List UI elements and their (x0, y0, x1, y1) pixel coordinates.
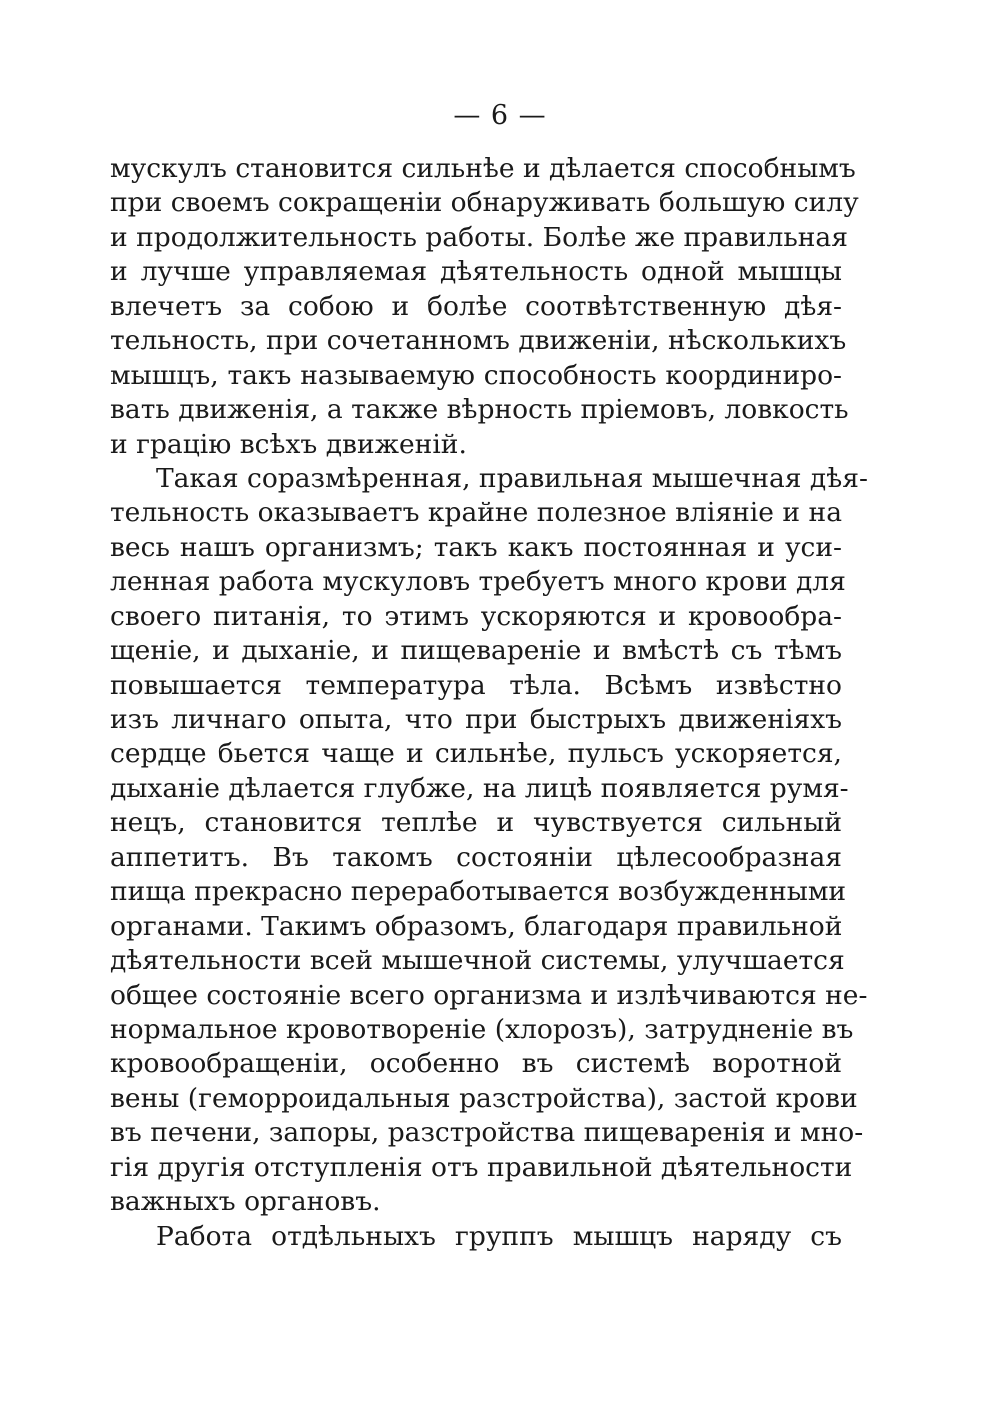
text-line: общее состояніе всего организма и излѣчиваются не- (110, 979, 868, 1011)
text-line: нормальное кровотвореніе (хлорозъ), затрудненіе въ (110, 1013, 854, 1045)
text-line: повышается температура тѣла. Всѣмъ извѣстно (110, 669, 842, 701)
text-line: Работа отдѣльныхъ группъ мышцъ наряду съ (156, 1220, 842, 1252)
text-line: тельность, при сочетанномъ движеніи, нѣсколькихъ (110, 325, 847, 357)
text-line: тельность оказываетъ крайне полезное вліяніе и на (110, 497, 842, 529)
text-line: при своемъ сокращеніи обнаруживать большую силу (110, 187, 859, 219)
paragraph-3 (110, 1220, 842, 1254)
text-line: органами. Такимъ образомъ, благодаря правильной (110, 910, 843, 942)
text-line: вены (геморроидальныя разстройства), застой крови (110, 1082, 858, 1114)
text-line: и продолжительность работы. Болѣе же правильная (110, 221, 848, 253)
text-line: важныхъ органовъ. (110, 1186, 381, 1218)
text-line: щеніе, и дыханіе, и пищевареніе и вмѣстѣ съ тѣмъ (110, 635, 842, 667)
text-line: изъ личнаго опыта, что при быстрыхъ движеніяхъ (110, 704, 842, 735)
text-line: мускулъ становится сильнѣе и дѣлается способнымъ (110, 153, 856, 184)
body-text (110, 152, 868, 1254)
page-number: — 6 — (453, 100, 547, 131)
text-line: своего питанія, то этимъ ускоряются и кровообра- (110, 600, 842, 632)
text-line: въ печени, запоры, разстройства пищеваренія и мно- (110, 1117, 864, 1149)
paragraph-1 (110, 152, 859, 462)
text-line: нецъ, становится теплѣе и чувствуется сильный (110, 807, 842, 839)
text-line: аппетитъ. Въ такомъ состояніи цѣлесообразная (110, 841, 842, 873)
text-line: сердце бьется чаще и сильнѣе, пульсъ ускоряется, (110, 738, 842, 770)
text-line: дыханіе дѣлается глубже, на лицѣ появляется румя- (110, 772, 849, 804)
text-line: гія другія отступленія отъ правильной дѣятельности (110, 1151, 853, 1183)
text-line: Такая соразмѣренная, правильная мышечная дѣя- (156, 462, 868, 494)
text-line: мышцъ, такъ называемую способность координиро- (110, 359, 842, 391)
text-line: дѣятельности всей мышечной системы, улучшается (110, 945, 845, 977)
text-line: и грацію всѣхъ движеній. (110, 428, 467, 460)
text-line: кровообращеніи, особенно въ системѣ воротной (110, 1048, 842, 1080)
text-line: вать движенія, а также вѣрность пріемовъ, ловкость (110, 394, 849, 426)
paragraph-2 (110, 462, 868, 1220)
text-line: и лучше управляемая дѣятельность одной мышцы (110, 256, 842, 288)
text-line: весь нашъ организмъ; такъ какъ постоянная и уси- (110, 531, 842, 563)
text-line: влечетъ за собою и болѣе соотвѣтственную дѣя- (110, 290, 842, 322)
text-line: ленная работа мускуловъ требуетъ много крови для (110, 566, 846, 598)
text-line: пища прекрасно переработывается возбужденными (110, 876, 847, 908)
